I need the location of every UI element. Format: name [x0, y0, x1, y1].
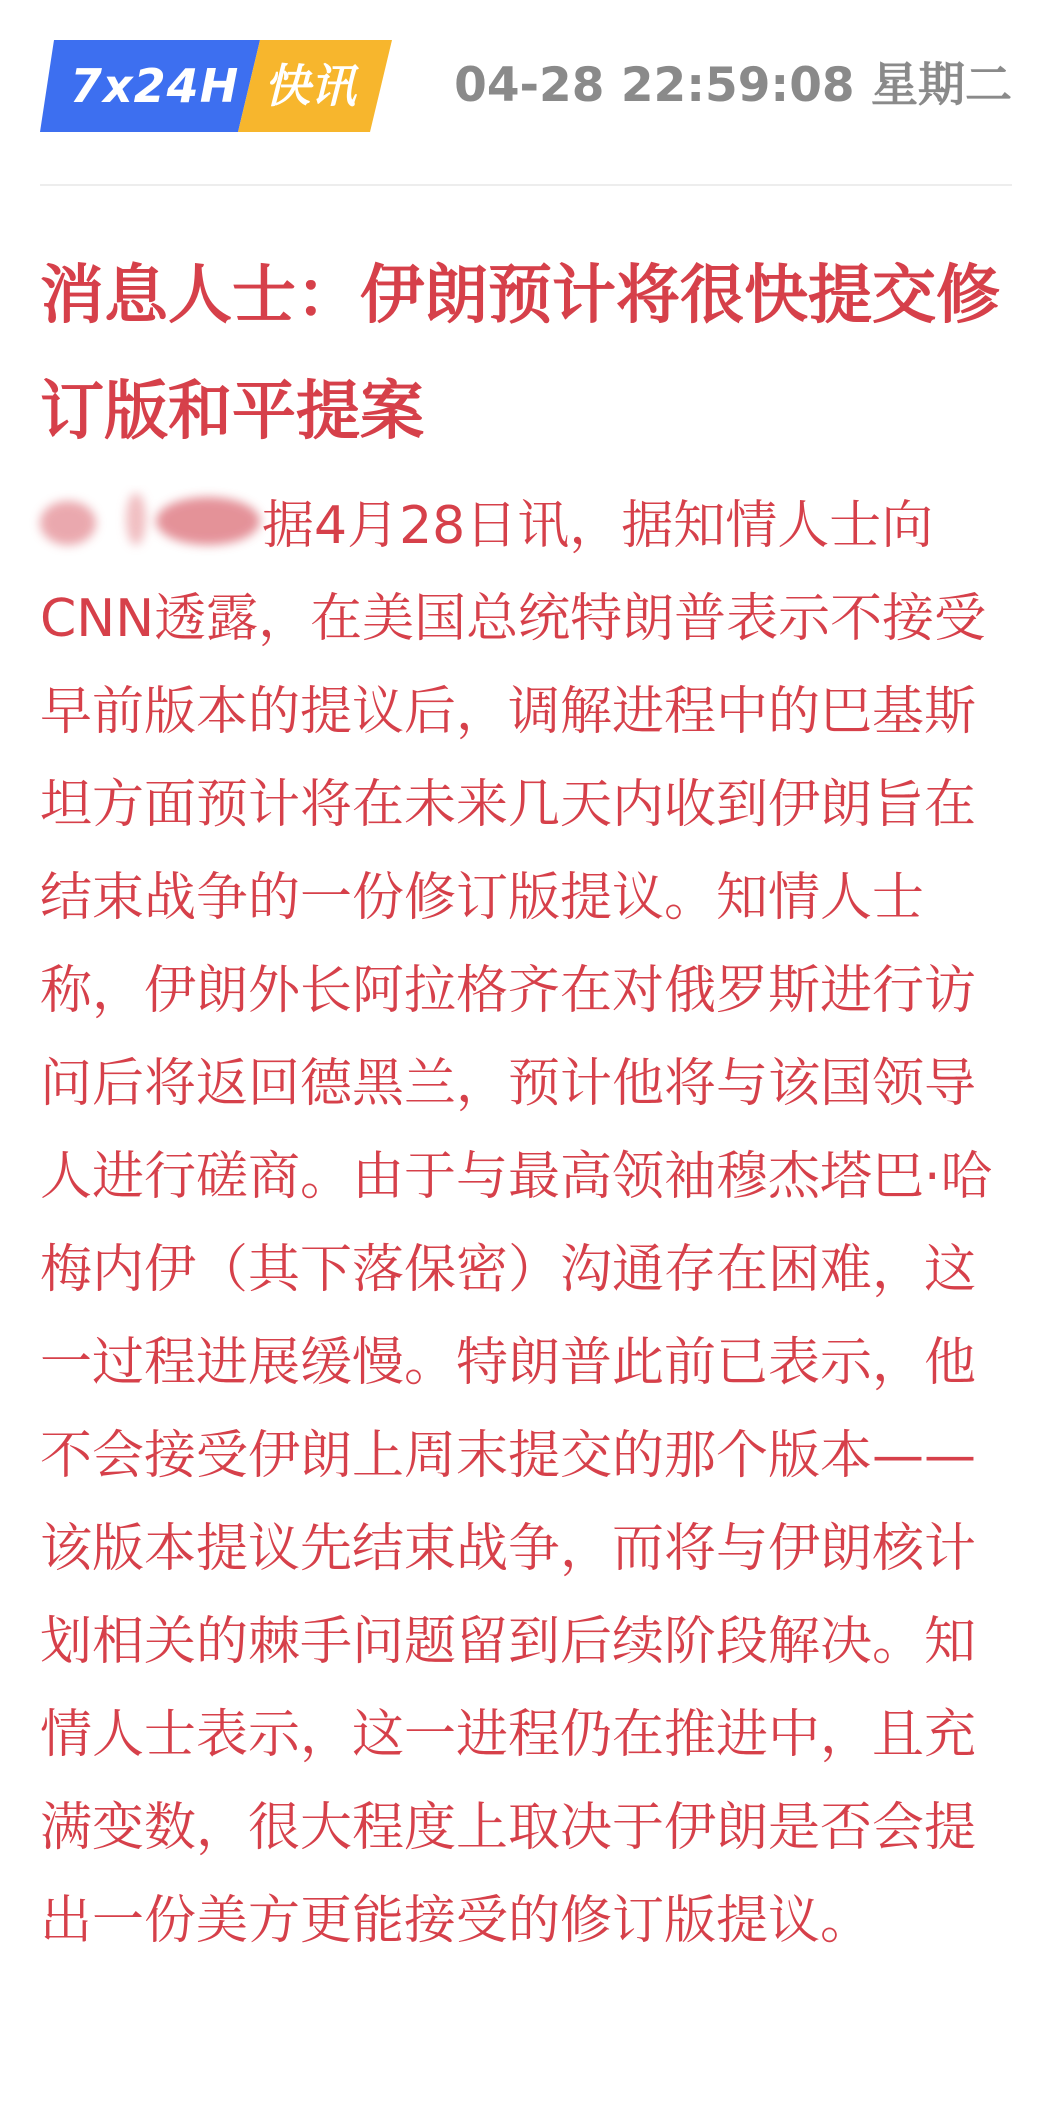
- article-headline: 消息人士：伊朗预计将很快提交修订版和平提案: [40, 258, 1000, 449]
- header-divider: [40, 184, 1012, 186]
- badge-label-flash: 快讯: [264, 59, 356, 113]
- article-body: [40, 480, 1000, 1968]
- article-body-text: 据4月28日讯，据知情人士向CNN透露，在美国总统特朗普表示不接受早前版本的提议后，调解进程中的巴基斯坦方面预计将在未来几天内收到伊朗旨在结束战争的一份修订版提议。知情人士称，伊朗外长阿拉格齐在对俄罗斯进行访问后将返回德黑兰，预计他将与该国领导人进行磋商。由于与最高领袖穆杰塔巴·哈梅内伊（其下落保密）沟通存在困难，这一过程进展缓慢。特朗普此前已表示，他不会接受伊朗上周末提交的那个版本——该版本提议先结束战争，而将与伊朗核计划相关的棘手问题留到后续阶段解决。知情人士表示，这一进程仍在推进中，且充满变数，很大程度上取决于伊朗是否会提出一份美方更能接受的修订版提议。: [40, 496, 993, 1951]
- badge-label-7x24h: 7x24H: [70, 59, 240, 113]
- redaction-smudge-icon: [28, 485, 274, 561]
- flash-news-badge: [40, 40, 392, 132]
- redacted-source-mark: [40, 491, 262, 551]
- news-header: [40, 40, 1012, 132]
- article-paragraph: [40, 480, 1000, 1968]
- publish-timestamp: 04-28 22:59:08 星期二: [454, 58, 1012, 113]
